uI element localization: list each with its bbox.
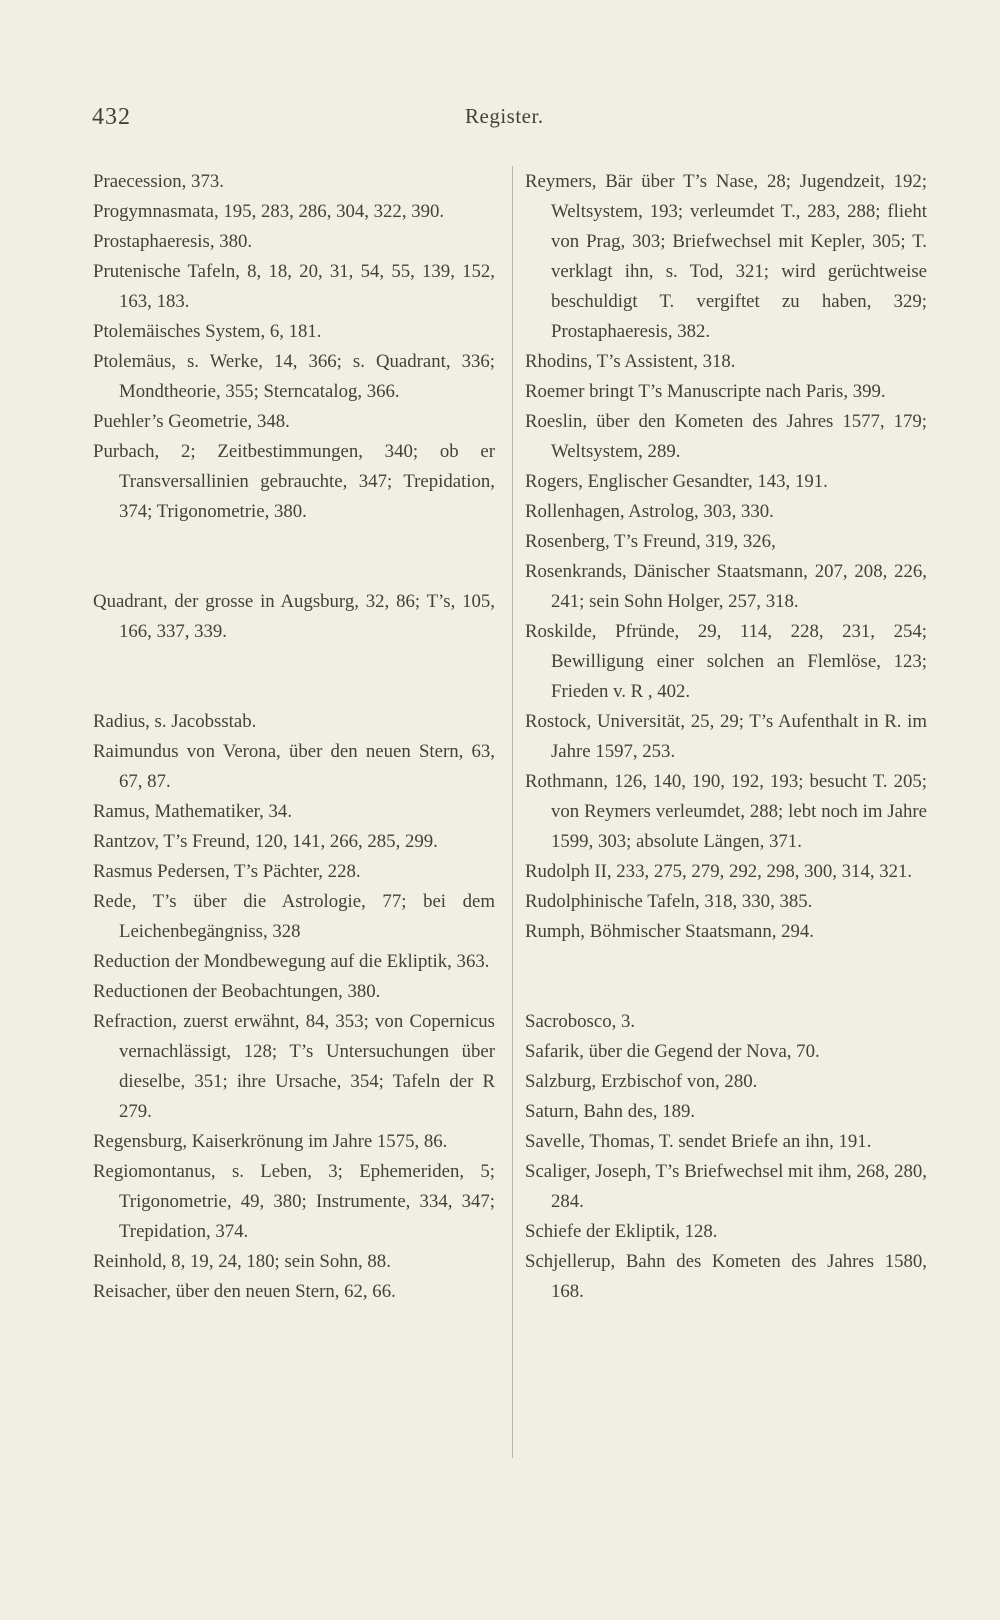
- left-column: [93, 167, 495, 1307]
- index-entry: Roemer bringt T’s Manuscripte nach Paris, 399.: [525, 381, 886, 402]
- index-entry: Rosenberg, T’s Freund, 319, 326,: [525, 531, 776, 552]
- section-gap: [93, 527, 495, 587]
- index-entry: Scaliger, Joseph, T’s Briefwechsel mit ihm, 268, 280, 284.: [525, 1161, 927, 1212]
- index-entry: Praecession, 373.: [93, 171, 224, 192]
- index-entry: Puehler’s Geometrie, 348.: [93, 411, 290, 432]
- index-entry: Safarik, über die Gegend der Nova, 70.: [525, 1041, 820, 1062]
- index-entry: Reymers, Bär über T’s Nase, 28; Jugendzeit, 192; Weltsystem, 193; verleumdet T., 283, 288; flieht von Prag, 303; Briefwechsel mit Kepler, 305; T. verklagt ihn, s. Tod, 321; wird gerüchtweise beschuldigt T. vergiftet zu haben, 329; Prostaphaeresis, 382.: [525, 171, 927, 342]
- index-entry: Regiomontanus, s. Leben, 3; Ephemeriden, 5; Trigonometrie, 49, 380; Instrumente, 334, 347; Trepidation, 374.: [93, 1161, 495, 1242]
- column-divider: [512, 166, 513, 1458]
- index-entry: Regensburg, Kaiserkrönung im Jahre 1575, 86.: [93, 1131, 448, 1152]
- index-entry: Rothmann, 126, 140, 190, 192, 193; besucht T. 205; von Reymers verleumdet, 288; lebt noch im Jahre 1599, 303; absolute Längen, 371.: [525, 771, 927, 852]
- index-entry: Rudolphinische Tafeln, 318, 330, 385.: [525, 891, 813, 912]
- index-entry: Ptolemäus, s. Werke, 14, 366; s. Quadrant, 336; Mondtheorie, 355; Sterncatalog, 366.: [93, 351, 495, 402]
- index-entry: Purbach, 2; Zeitbestimmungen, 340; ob er Transversallinien gebrauchte, 347; Trepidation, 374; Trigonometrie, 380.: [93, 441, 495, 522]
- index-entry: Rede, T’s über die Astrologie, 77; bei dem Leichenbegängniss, 328: [93, 891, 495, 942]
- index-entry: Rasmus Pedersen, T’s Pächter, 228.: [93, 861, 361, 882]
- index-entry: Schiefe der Ekliptik, 128.: [525, 1221, 718, 1242]
- index-entry: Savelle, Thomas, T. sendet Briefe an ihn, 191.: [525, 1131, 872, 1152]
- index-entry: Roeslin, über den Kometen des Jahres 1577, 179; Weltsystem, 289.: [525, 411, 927, 462]
- index-entry: Rogers, Englischer Gesandter, 143, 191.: [525, 471, 828, 492]
- index-entry: Raimundus von Verona, über den neuen Stern, 63, 67, 87.: [93, 741, 495, 792]
- index-entry: Sacrobosco, 3.: [525, 1011, 636, 1032]
- index-entry: Refraction, zuerst erwähnt, 84, 353; von Copernicus vernachlässigt, 128; T’s Untersuchungen über dieselbe, 351; ihre Ursache, 354; Tafeln der R 279.: [93, 1011, 495, 1122]
- index-entry: Progymnasmata, 195, 283, 286, 304, 322, 390.: [93, 201, 445, 222]
- index-entry: Reisacher, über den neuen Stern, 62, 66.: [93, 1281, 396, 1302]
- index-entry: Roskilde, Pfründe, 29, 114, 228, 231, 254; Bewilligung einer solchen an Flemlöse, 123; Frieden v. R , 402.: [525, 621, 927, 702]
- index-entry: Rudolph II, 233, 275, 279, 292, 298, 300, 314, 321.: [525, 861, 913, 882]
- index-entry: Saturn, Bahn des, 189.: [525, 1101, 696, 1122]
- index-entry: Rhodins, T’s Assistent, 318.: [525, 351, 736, 372]
- index-entry: Schjellerup, Bahn des Kometen des Jahres 1580, 168.: [525, 1251, 927, 1302]
- right-column: [525, 167, 927, 1307]
- index-entry: Ramus, Mathematiker, 34.: [93, 801, 293, 822]
- index-entry: Ptolemäisches System, 6, 181.: [93, 321, 322, 342]
- page-number: 432: [92, 104, 131, 130]
- index-entry: Rostock, Universität, 25, 29; T’s Aufenthalt in R. im Jahre 1597, 253.: [525, 711, 927, 762]
- index-entry: Rosenkrands, Dänischer Staatsmann, 207, 208, 226, 241; sein Sohn Holger, 257, 318.: [525, 561, 927, 612]
- section-gap: [93, 647, 495, 707]
- index-entry: Reinhold, 8, 19, 24, 180; sein Sohn, 88.: [93, 1251, 391, 1272]
- index-entry: Rollenhagen, Astrolog, 303, 330.: [525, 501, 774, 522]
- index-entry: Radius, s. Jacobsstab.: [93, 711, 257, 732]
- index-entry: Prostaphaeresis, 380.: [93, 231, 253, 252]
- running-head: Register.: [465, 104, 544, 128]
- index-entry: Reduction der Mondbewegung auf die Ekliptik, 363.: [93, 951, 490, 972]
- index-entry: Reductionen der Beobachtungen, 380.: [93, 981, 381, 1002]
- index-entry: Quadrant, der grosse in Augsburg, 32, 86; T’s, 105, 166, 337, 339.: [93, 591, 495, 642]
- index-entry: Rumph, Böhmischer Staatsmann, 294.: [525, 921, 815, 942]
- index-entry: Rantzov, T’s Freund, 120, 141, 266, 285, 299.: [93, 831, 438, 852]
- section-gap: [525, 947, 927, 1007]
- index-entry: Prutenische Tafeln, 8, 18, 20, 31, 54, 55, 139, 152, 163, 183.: [93, 261, 495, 312]
- index-entry: Salzburg, Erzbischof von, 280.: [525, 1071, 758, 1092]
